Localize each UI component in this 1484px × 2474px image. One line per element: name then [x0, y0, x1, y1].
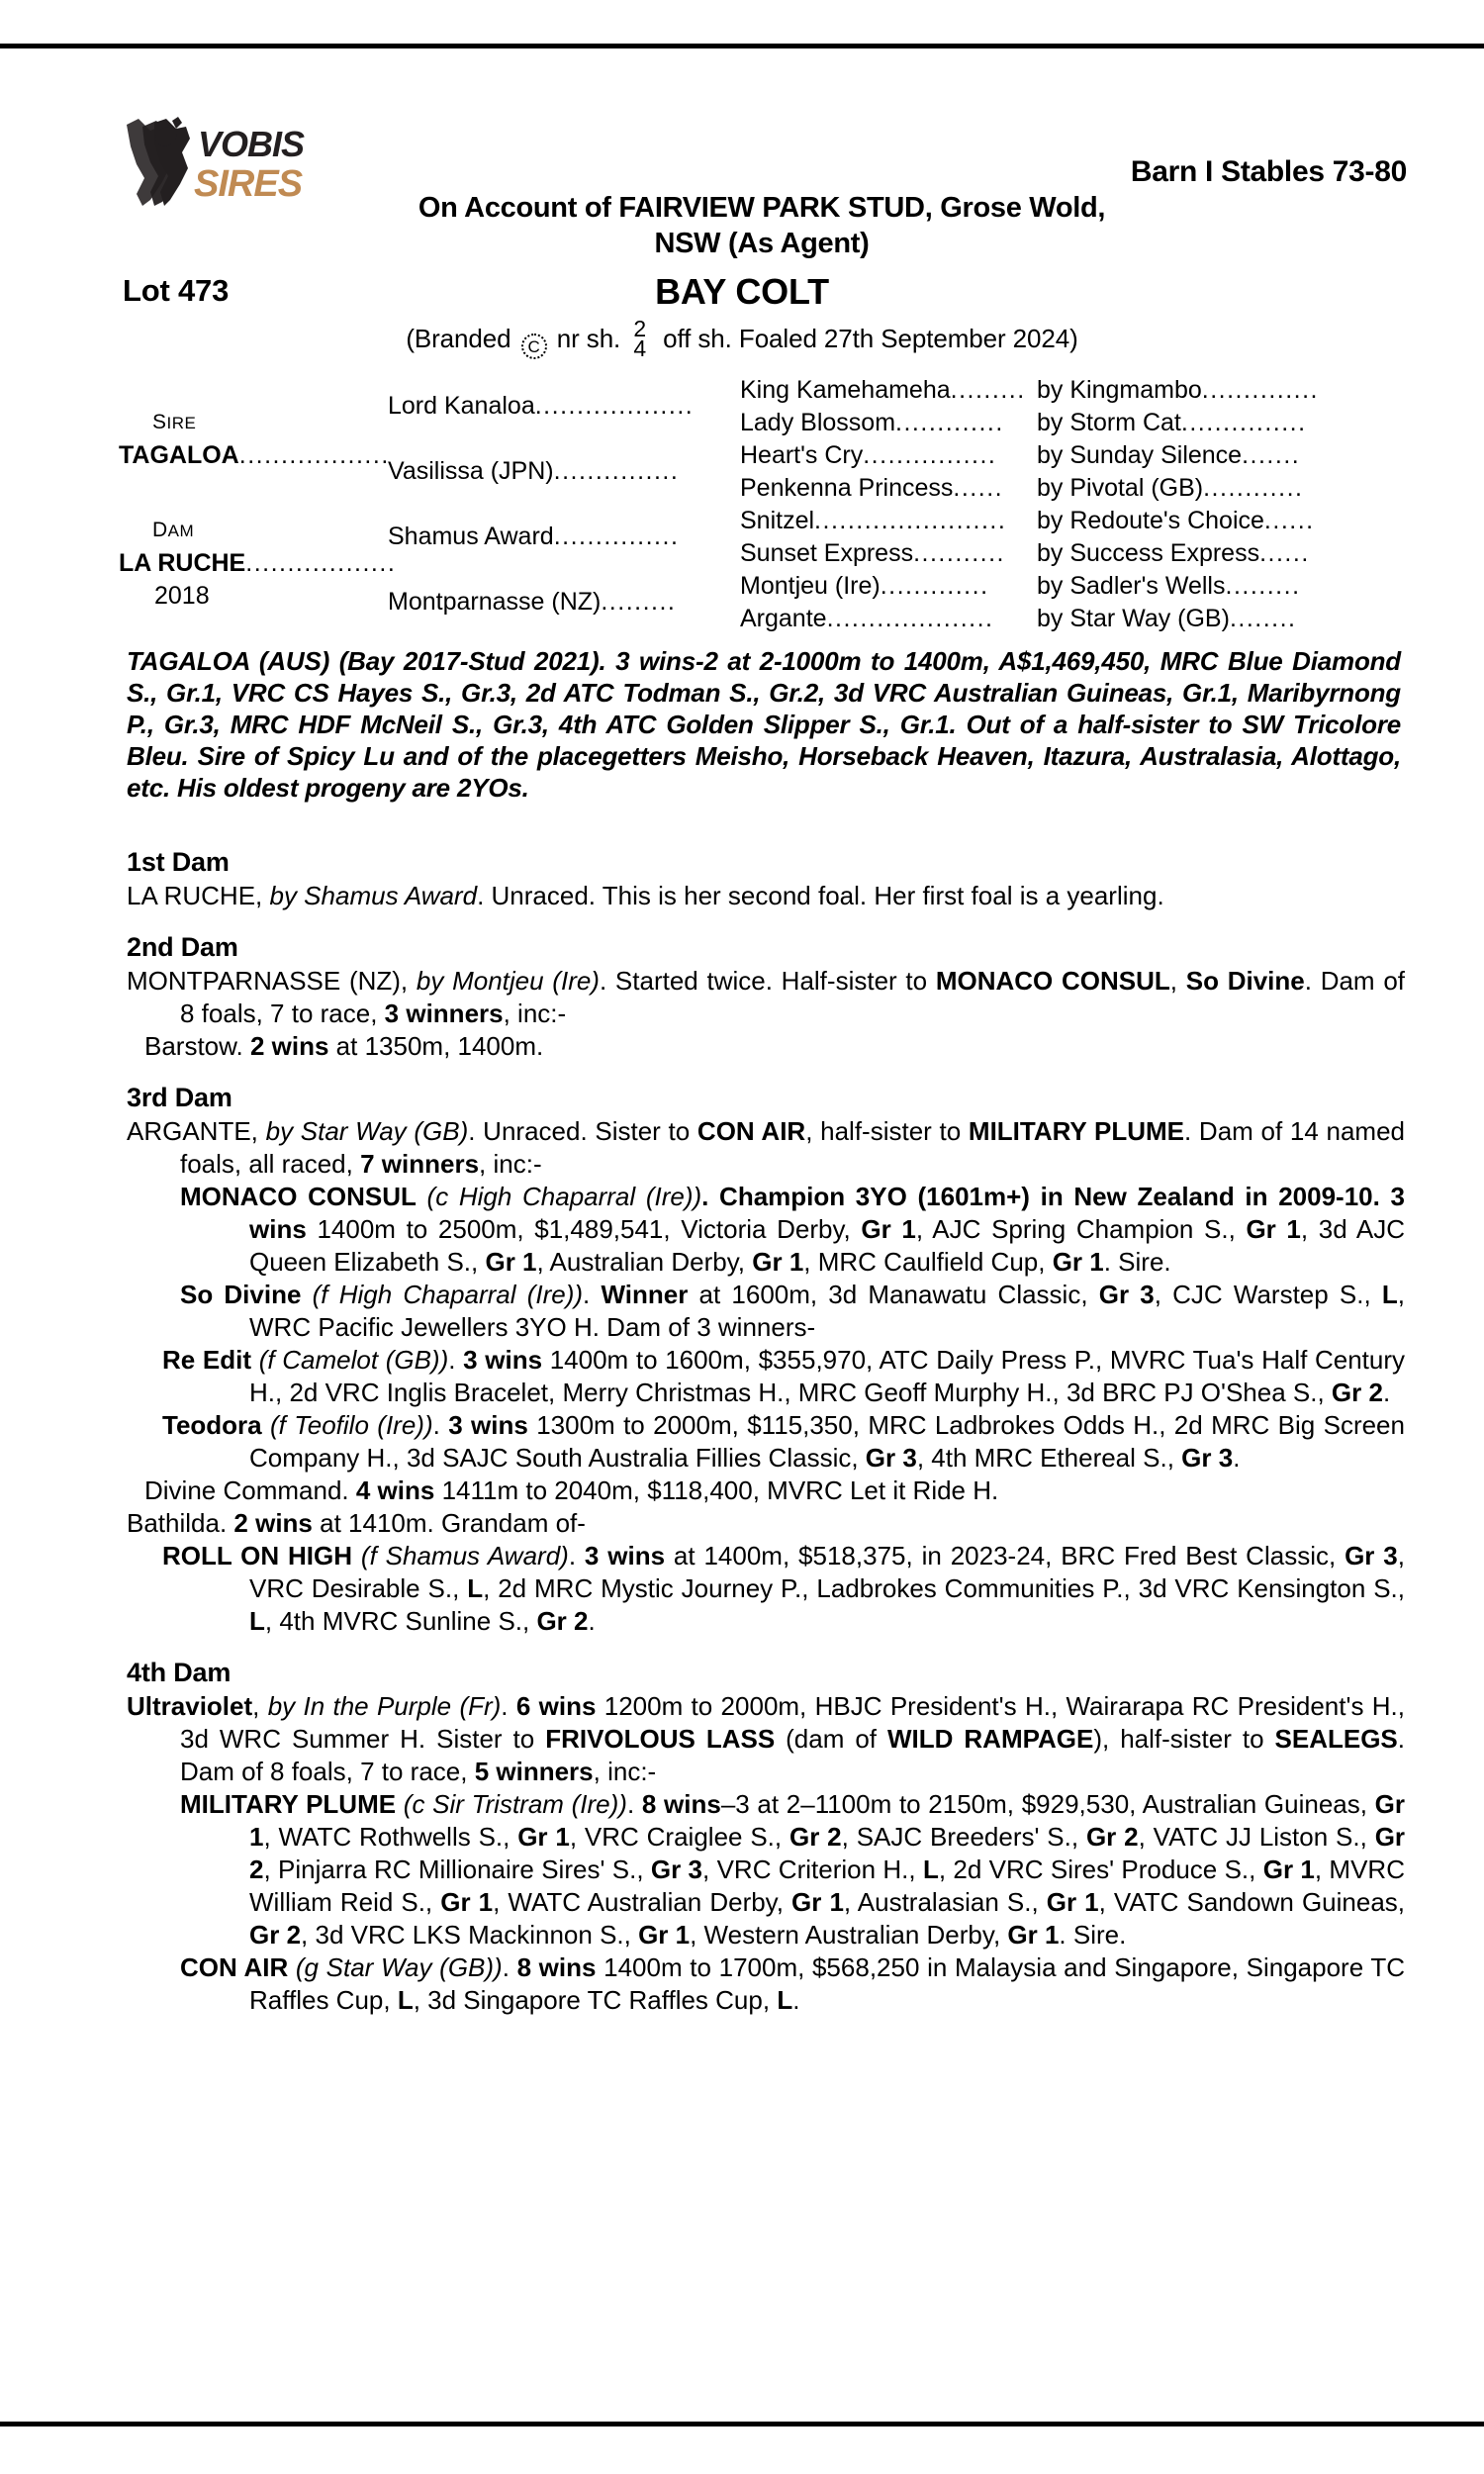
second-dam-t3: . Dam of 8 foals, 7 to race, [180, 966, 1405, 1028]
pedigree-gen3-name: Heart's Cry [740, 441, 864, 469]
progeny-t12: , Australasian S., [843, 1887, 1047, 1917]
pedigree-gen2-dots: ......... [601, 588, 677, 616]
progeny-grade: Gr 1 [861, 1214, 916, 1244]
progeny-divine-command [127, 1475, 1405, 1507]
progeny-grade: Gr 2 [536, 1606, 589, 1636]
progeny-t7: , Pinjarra RC Millionaire Sires' S., [263, 1855, 651, 1884]
pedigree-gen4-sire: by Redoute's Choice [1037, 507, 1264, 534]
first-dam-name: LA RUCHE, [127, 881, 263, 910]
pedigree-gen4-sire: by Star Way (GB) [1037, 605, 1230, 632]
pedigree-gen3-name: King Kamehameha [740, 376, 951, 404]
progeny-grade: Gr 1 [638, 1920, 691, 1950]
progeny-t3: , CJC Warstep S., [1154, 1280, 1382, 1309]
progeny-winner: Winner [601, 1280, 689, 1309]
pedigree-gen4-row [1037, 439, 1413, 472]
progeny-grade: Gr 1 [1262, 1855, 1315, 1884]
progeny-wins: 4 wins [355, 1475, 435, 1505]
progeny-t2: 1400m to 1600m, $355,970, ATC Daily Press P., MVRC Tua's Half Century H., 2d VRC Inglis Bracelet, Merry Christmas H., MRC Geoff Murphy H., 3d BRC PJ O'Shea S., [249, 1345, 1406, 1407]
pedigree-sire-block [119, 406, 390, 472]
pedigree-dam-block [119, 514, 397, 613]
progeny-name: CON AIR [180, 1952, 289, 1982]
third-dam-t4: , inc:- [479, 1149, 542, 1179]
progeny-grade: Gr 1 [249, 1789, 1406, 1852]
progeny-rest3: , 3d AJC Queen Elizabeth S., [249, 1214, 1406, 1277]
second-dam-b1: MONACO CONSUL [935, 966, 1170, 996]
pedigree-gen4-sire: by Storm Cat [1037, 409, 1181, 436]
progeny-grade: Gr 1 [1046, 1887, 1099, 1917]
progeny-t6: , VATC JJ Liston S., [1138, 1822, 1375, 1852]
dam-name-text: LA RUCHE [119, 549, 246, 577]
progeny-grade: Gr 2 [788, 1822, 842, 1852]
pedigree-gen3-dots: ............. [880, 572, 989, 600]
second-dam-name: MONTPARNASSE (NZ), [127, 966, 409, 996]
progeny-rest4: , Australian Derby, [536, 1247, 753, 1277]
progeny-grade: L [1381, 1280, 1398, 1309]
pedigree-gen3-name-row [740, 603, 1037, 635]
pedigree-gen4-row [1037, 603, 1413, 635]
first-dam-entry [127, 880, 1405, 912]
second-dam-t2: , [1169, 966, 1186, 996]
progeny-grade: Gr 1 [791, 1887, 844, 1917]
progeny-name: Divine Command. [144, 1475, 356, 1505]
logo-sires-text: SIRES [194, 163, 303, 205]
pedigree-gen4-row [1037, 505, 1413, 537]
pedigree-gen2-name: Vasilissa (JPN) [388, 457, 554, 485]
branded-suffix: off sh. Foaled 27th September 2024) [663, 324, 1078, 353]
progeny-grade: L [467, 1573, 484, 1603]
progeny-grade: Gr 1 [1007, 1920, 1060, 1950]
progeny-wins: 3 wins [463, 1345, 543, 1375]
brand-denominator: 4 [633, 335, 647, 361]
progeny-wins: 3 wins [448, 1410, 528, 1440]
progeny-con-air [127, 1951, 1405, 2017]
pedigree-gen2-name: Lord Kanaloa [388, 392, 535, 420]
sire-summary-paragraph: TAGALOA (AUS) (Bay 2017-Stud 2021). 3 wins-2 at 2-1000m to 1400m, A$1,469,450, MRC Blue Diamond S., Gr.1, VRC CS Hayes S., Gr.3, 2d ATC Todman S., Gr.2, 3d VRC Australian Guineas, Gr.1, Maribyrnong P., Gr.3, MRC HDF McNeil S., Gr.3, 4th ATC Golden Slipper S., Gr.1. Out of a half-sister to SW Tricolore Bleu. Sire of Spicy Lu and of the placegetters Meisho, Horseback Heaven, Itazura, Australasia, Alottago, etc. His oldest progeny are 2YOs. [127, 646, 1401, 803]
progeny-grade: Gr 1 [1246, 1214, 1301, 1244]
progeny-grade: Gr 3 [1181, 1443, 1234, 1473]
third-dam-t3: . Dam of 14 named foals, all raced, [180, 1116, 1405, 1179]
progeny-t2: 1300m to 2000m, $115,350, MRC Ladbrokes Odds H., 2d MRC Big Screen Company H., 3d SAJC South Australia Fillies Classic, [249, 1410, 1405, 1473]
pedigree-gen4-sire: by Pivotal (GB) [1037, 474, 1204, 502]
second-dam-b2: So Divine [1185, 966, 1305, 996]
progeny-t4: , WRC Pacific Jewellers 3YO H. Dam of 3 winners- [249, 1280, 1406, 1342]
lot-title-row [0, 273, 1484, 319]
on-account-of-label: On Account of FAIRVIEW PARK STUD, Grose Wold, NSW (As Agent) [417, 192, 1106, 259]
brand-numerator: 2 [633, 316, 647, 341]
sire-label: SIRE [152, 411, 197, 433]
pedigree-gen2-name: Shamus Award [388, 523, 554, 550]
pedigree-gen3-name: Penkenna Princess [740, 474, 954, 502]
fourth-dam-sire: by In the Purple (Fr) [267, 1691, 502, 1721]
pedigree-gen3-dots: ............. [895, 409, 1004, 436]
first-dam-heading: 1st Dam [127, 847, 230, 877]
progeny-grade: L [922, 1855, 939, 1884]
progeny-t16: . Sire. [1059, 1920, 1127, 1950]
pedigree-gen3-name: Snitzel [740, 507, 815, 534]
third-dam-t2: , half-sister to [805, 1116, 969, 1146]
progeny-t2: 1400m to 1700m, $568,250 in Malaysia and Singapore, Singapore TC Raffles Cup, [249, 1952, 1405, 2015]
pedigree-gen2-row [388, 390, 714, 423]
progeny-wins: 2 wins [233, 1508, 313, 1538]
progeny-sire: (f Teofilo (Ire)) [270, 1410, 433, 1440]
page-title: BAY COLT [655, 271, 829, 312]
branding-line [0, 316, 1484, 361]
progeny-rest1: 1400m to 2500m, $1,489,541, Victoria Derby, [306, 1214, 862, 1244]
progeny-wins: 3 wins [584, 1541, 666, 1570]
third-dam-entry [127, 1115, 1405, 1181]
progeny-grade: Gr 2 [1085, 1822, 1139, 1852]
progeny-grade: Gr 2 [249, 1920, 302, 1950]
pedigree-gen3-name-row [740, 537, 1037, 570]
pedigree-gen4-sire: by Success Express [1037, 539, 1260, 567]
progeny-name: Bathilda. [127, 1508, 234, 1538]
progeny-military-plume [127, 1788, 1405, 1951]
progeny-t5: , SAJC Breeders' S., [841, 1822, 1086, 1852]
progeny-so-divine [127, 1279, 1405, 1344]
progeny-grade: Gr 1 [485, 1247, 537, 1277]
pedigree-gen4-row [1037, 570, 1413, 603]
pedigree-gen3-dots: ...... [953, 474, 1004, 502]
fourth-dam-entry [127, 1690, 1405, 1788]
progeny-wins: 8 wins [641, 1789, 721, 1819]
progeny-t1: at 1410m. Grandam of- [312, 1508, 586, 1538]
pedigree-gen4-dots: ...... [1259, 539, 1310, 567]
fourth-dam-t6: , inc:- [593, 1757, 657, 1786]
progeny-monaco-consul [127, 1181, 1405, 1279]
dam-label-smallcaps: AM [167, 522, 195, 540]
brand-fraction [633, 316, 647, 361]
branded-prefix: (Branded [406, 324, 511, 353]
pedigree-gen4-row [1037, 407, 1413, 439]
dam-label: DAM [152, 519, 195, 541]
progeny-t1: . [583, 1280, 602, 1309]
second-dam-b3: 3 winners [384, 999, 504, 1028]
page-header [0, 0, 1484, 259]
fourth-dam-name-tail: , [252, 1691, 260, 1721]
pedigree-gen4-row [1037, 472, 1413, 505]
pedigree-gen2-dots: ................... [534, 392, 695, 420]
progeny-wins: 8 wins [516, 1952, 597, 1982]
progeny-rest2: , AJC Spring Champion S., [915, 1214, 1247, 1244]
pedigree-gen2-row [388, 521, 714, 553]
progeny-t1: . [502, 1952, 517, 1982]
progeny-sire: (g Star Way (GB)) [295, 1952, 503, 1982]
progeny-sire: (c Sir Tristram (Ire)) [403, 1789, 627, 1819]
branded-near-side: nr sh. [556, 324, 621, 353]
fourth-dam-heading: 4th Dam [127, 1658, 232, 1687]
progeny-rest5: , MRC Caulfield Cup, [803, 1247, 1053, 1277]
progeny-grade: Gr 2 [249, 1822, 1406, 1884]
progeny-wins: . 3 wins [249, 1182, 1405, 1244]
progeny-grade: L [397, 1985, 414, 2015]
progeny-grade: Gr 1 [1052, 1247, 1104, 1277]
third-dam-sire: by Star Way (GB) [265, 1116, 469, 1146]
progeny-t3: , WATC Rothwells S., [263, 1822, 518, 1852]
pedigree-gen4-row [1037, 537, 1413, 570]
progeny-grade: Gr 3 [1345, 1541, 1398, 1570]
pedigree-gen4-sire: by Kingmambo [1037, 376, 1202, 404]
progeny-t6: . [588, 1606, 596, 1636]
progeny-re-edit [127, 1344, 1405, 1409]
pedigree-gen3-name-row [740, 570, 1037, 603]
fourth-dam-t5: . Dam of 8 foals, 7 to race, [180, 1724, 1405, 1786]
brand-symbol-icon: C [521, 333, 547, 359]
progeny-t1: . [448, 1345, 464, 1375]
progeny-t1: . [626, 1789, 642, 1819]
pedigree-gen2-dots: ............... [553, 523, 680, 550]
progeny-t4: , VRC Craiglee S., [569, 1822, 789, 1852]
third-dam-b1: CON AIR [696, 1116, 806, 1146]
pedigree-gen3-name-row [740, 439, 1037, 472]
progeny-t5: , 4th MVRC Sunline S., [264, 1606, 537, 1636]
fourth-dam-b3: WILD RAMPAGE [887, 1724, 1094, 1754]
sire-label-smallcaps: IRE [166, 414, 197, 432]
progeny-sire: (f Shamus Award) [360, 1541, 569, 1570]
sire-name-text: TAGALOA [119, 441, 239, 469]
barn-stables-label: Barn I Stables 73-80 [1130, 155, 1407, 188]
pedigree-gen3-name-row [740, 472, 1037, 505]
fourth-dam-t3: (dam of [775, 1724, 887, 1754]
progeny-t9: , 2d VRC Sires' Produce S., [938, 1855, 1263, 1884]
third-dam-t1: . Unraced. Sister to [468, 1116, 697, 1146]
progeny-sire: (c High Chaparral (Ire)) [426, 1182, 702, 1211]
pedigree-gen3-name-row [740, 407, 1037, 439]
pedigree-gen4-dots: ............ [1203, 474, 1304, 502]
fourth-dam-name: Ultraviolet [127, 1691, 253, 1721]
progeny-grade: Gr 3 [865, 1443, 917, 1473]
progeny-t10: , MVRC William Reid S., [249, 1855, 1405, 1917]
progeny-t11: , WATC Australian Derby, [493, 1887, 792, 1917]
pedigree-gen3-dots: .................... [826, 605, 994, 632]
first-dam-sire: by Shamus Award [269, 881, 478, 910]
pedigree-gen2-dots: ............... [553, 457, 680, 485]
fourth-dam-t1: . [501, 1691, 516, 1721]
third-dam-b2: MILITARY PLUME [968, 1116, 1184, 1146]
pedigree-gen3-name-row [740, 374, 1037, 407]
pedigree-gen3-name: Argante [740, 605, 827, 632]
progeny-rest: at 1350m, 1400m. [328, 1031, 544, 1061]
pedigree-gen3-dots: ......... [950, 376, 1026, 404]
progeny-grade: L [777, 1985, 793, 2015]
progeny-t3: , 3d Singapore TC Raffles Cup, [413, 1985, 778, 2015]
pedigree-col-gen3-names [740, 374, 1037, 635]
progeny-t4: . [1233, 1443, 1241, 1473]
progeny-t4: , 2d MRC Mystic Journey P., Ladbrokes Communities P., 3d VRC Kensington S., [483, 1573, 1405, 1603]
progeny-teodora [127, 1409, 1405, 1475]
pedigree-gen3-name: Lady Blossom [740, 409, 896, 436]
progeny-sire: (f High Chaparral (Ire)) [312, 1280, 584, 1309]
pedigree-gen4-row [1037, 374, 1413, 407]
progeny-name: MILITARY PLUME [180, 1789, 397, 1819]
pedigree-gen4-sire: by Sadler's Wells [1037, 572, 1226, 600]
pedigree-gen3-dots: ................ [863, 441, 997, 469]
progeny-t13: , VATC Sandown Guineas, [1098, 1887, 1406, 1917]
progeny-grade: Gr 1 [517, 1822, 570, 1852]
second-dam-t4: , inc:- [503, 999, 567, 1028]
pedigree-gen4-dots: .............. [1201, 376, 1319, 404]
pedigree-gen3-name: Sunset Express [740, 539, 914, 567]
progeny-t4: . [792, 1985, 800, 2015]
progeny-bathilda [127, 1507, 1405, 1540]
pedigree-gen4-dots: ...... [1263, 507, 1315, 534]
third-dam-name: ARGANTE, [127, 1116, 258, 1146]
progeny-t2: –3 at 2–1100m to 2150m, $929,530, Australian Guineas, [720, 1789, 1375, 1819]
pedigree-gen4-dots: ............... [1180, 409, 1307, 436]
pedigree-gen2-name: Montparnasse (NZ) [388, 588, 602, 616]
progeny-t1: . [432, 1410, 449, 1440]
pedigree-gen2-row [388, 455, 714, 488]
progeny-name: So Divine [180, 1280, 302, 1309]
second-dam-heading: 2nd Dam [127, 932, 238, 962]
progeny-sire: (f Camelot (GB)) [258, 1345, 449, 1375]
progeny-t14: , 3d VRC LKS Mackinnon S., [301, 1920, 639, 1950]
pedigree-gen4-dots: ........ [1229, 605, 1297, 632]
progeny-grade: Gr 3 [650, 1855, 703, 1884]
progeny-t2: at 1600m, 3d Manawatu Classic, [688, 1280, 1099, 1309]
dam-sections [127, 846, 1405, 2017]
progeny-wins: 2 wins [249, 1031, 329, 1061]
progeny-name: Re Edit [162, 1345, 252, 1375]
fourth-dam-b2: FRIVOLOUS LASS [545, 1724, 776, 1754]
pedigree-table [0, 374, 1484, 633]
progeny-name: MONACO CONSUL [180, 1182, 417, 1211]
fourth-dam-b5: 5 winners [474, 1757, 594, 1786]
third-dam-heading: 3rd Dam [127, 1083, 232, 1112]
progeny-rest6: . Sire. [1103, 1247, 1171, 1277]
progeny-champion: . Champion 3YO (1601m+) in New Zealand in 2009-10 [701, 1182, 1373, 1211]
sire-name [119, 439, 390, 472]
progeny-grade: Gr 1 [752, 1247, 804, 1277]
fourth-dam-wins: 6 wins [515, 1691, 597, 1721]
progeny-t3: , 4th MRC Ethereal S., [916, 1443, 1182, 1473]
pedigree-gen2-row [388, 586, 714, 618]
third-dam-b3: 7 winners [360, 1149, 480, 1179]
pedigree-gen4-dots: ....... [1242, 441, 1301, 469]
second-dam-progeny [127, 1030, 1405, 1063]
pedigree-gen3-dots: ........... [913, 539, 1005, 567]
dam-year: 2018 [154, 582, 210, 610]
sire-leader-dots: .................. [238, 441, 390, 469]
progeny-name: Teodora [162, 1410, 262, 1440]
pedigree-gen3-dots: ....................... [814, 507, 1007, 534]
progeny-t15: , Western Australian Derby, [690, 1920, 1008, 1950]
progeny-name: ROLL ON HIGH [162, 1541, 353, 1570]
second-dam-t1: . Started twice. Half-sister to [599, 966, 936, 996]
fourth-dam-b4: SEALEGS [1274, 1724, 1398, 1754]
dam-leader-dots: .................. [245, 549, 397, 577]
dam-name [119, 547, 397, 580]
progeny-name: Barstow. [144, 1031, 243, 1061]
progeny-grade: Gr 3 [1098, 1280, 1155, 1309]
progeny-t2: at 1400m, $518,375, in 2023-24, BRC Fred Best Classic, [665, 1541, 1345, 1570]
progeny-t3: , VRC Desirable S., [249, 1541, 1405, 1603]
fourth-dam-t2: 1200m to 2000m, HBJC President's H., Wairarapa RC President's H., 3d WRC Summer H. Sister to [180, 1691, 1405, 1754]
pedigree-gen4-dots: ......... [1225, 572, 1301, 600]
lot-number: Lot 473 [123, 273, 230, 308]
pedigree-col-gen4-sires [1037, 374, 1413, 635]
pedigree-gen3-name-row [740, 505, 1037, 537]
page-bottom-rule [0, 2422, 1484, 2426]
progeny-roll-on-high [127, 1540, 1405, 1638]
pedigree-gen3-name: Montjeu (Ire) [740, 572, 881, 600]
progeny-t8: , VRC Criterion H., [702, 1855, 923, 1884]
progeny-t1: . [568, 1541, 585, 1570]
second-dam-entry [127, 965, 1405, 1030]
progeny-t3: . [1382, 1378, 1391, 1407]
progeny-t1: 1411m to 2040m, $118,400, MVRC Let it Ride H. [434, 1475, 999, 1505]
fourth-dam-t4: ), half-sister to [1093, 1724, 1275, 1754]
progeny-grade: Gr 1 [440, 1887, 494, 1917]
second-dam-sire: by Montjeu (Ire) [416, 966, 600, 996]
progeny-grade: Gr 2 [1331, 1378, 1383, 1407]
pedigree-gen4-sire: by Sunday Silence [1037, 441, 1243, 469]
progeny-grade: L [249, 1606, 265, 1636]
logo-vobis-text: VOBIS [198, 124, 305, 164]
first-dam-text: . Unraced. This is her second foal. Her first foal is a yearling. [477, 881, 1164, 910]
